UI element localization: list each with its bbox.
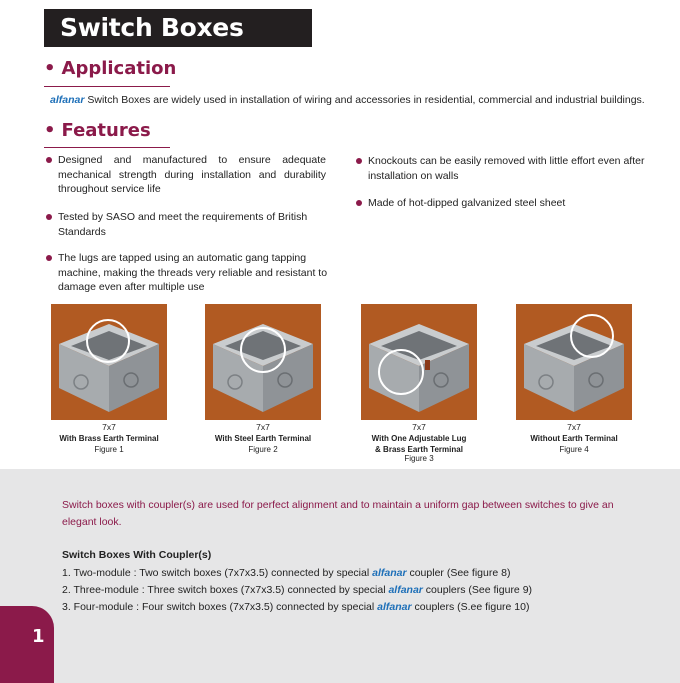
coupler-item: 1. Two-module : Two switch boxes (7x7x3.5) connected by special alfanar coupler (See figure 8)	[62, 567, 511, 579]
page-title: Switch Boxes	[44, 9, 312, 47]
switch-box-illustration	[205, 304, 321, 420]
coupler-heading: Switch Boxes With Coupler(s)	[62, 549, 212, 561]
figure-caption-line2: & Brass Earth Terminal	[375, 445, 463, 454]
figure-label: Figure 3	[404, 454, 434, 463]
coupler-intro: Switch boxes with coupler(s) are used for perfect alignment and to maintain a uniform gap between switches to give an elegant look.	[62, 499, 614, 528]
bullet-icon	[46, 255, 52, 261]
bullet-icon	[46, 214, 52, 220]
feature-item: Made of hot-dipped galvanized steel sheet	[368, 196, 648, 211]
figure-label: Figure 2	[248, 445, 278, 454]
features-heading-label: Features	[61, 120, 151, 141]
figure-caption: With Brass Earth Terminal	[59, 434, 159, 443]
figure-size: 7x7	[412, 422, 426, 432]
features-heading	[44, 120, 151, 141]
brand-name: alfanar	[50, 94, 85, 106]
figure-2	[205, 304, 321, 455]
switch-box-illustration	[516, 304, 632, 420]
figure-caption: With One Adjustable Lug	[371, 434, 467, 443]
bullet-icon	[356, 158, 362, 164]
bullet-icon	[356, 200, 362, 206]
figure-3	[361, 304, 477, 464]
switch-box-photo	[361, 304, 477, 420]
application-heading-label: Application	[61, 58, 177, 79]
figure-caption: With Steel Earth Terminal	[214, 434, 312, 443]
switch-box-photo	[51, 304, 167, 420]
coupler-item: 2. Three-module : Three switch boxes (7x7x3.5) connected by special alfanar couplers (See figure 9)	[62, 584, 533, 596]
application-body: Switch Boxes are widely used in installation of wiring and accessories in residential, commercial and industrial buildings.	[84, 94, 645, 106]
section-divider	[44, 147, 170, 148]
figure-1	[51, 304, 167, 455]
bullet-icon: •	[44, 58, 56, 79]
bullet-icon	[46, 157, 52, 163]
page-number: 1	[32, 626, 45, 647]
figure-size: 7x7	[567, 422, 581, 432]
feature-item: Knockouts can be easily removed with little effort even after installation on walls	[368, 154, 648, 183]
switch-box-illustration	[361, 304, 477, 420]
switch-box-photo	[516, 304, 632, 420]
figure-size: 7x7	[102, 422, 116, 432]
brand-name: alfanar	[372, 567, 407, 579]
brand-name: alfanar	[388, 584, 423, 596]
application-text	[50, 94, 645, 106]
figure-4	[516, 304, 632, 455]
figure-caption: Without Earth Terminal	[530, 434, 618, 443]
figure-size: 7x7	[256, 422, 270, 432]
feature-item: The lugs are tapped using an automatic gang tapping machine, making the threads very reliable and resistant to damage even after multiple use	[58, 251, 328, 295]
feature-item: Tested by SASO and meet the requirements of British Standards	[58, 210, 326, 239]
feature-item: Designed and manufactured to ensure adequate mechanical strength during installation and durability throughout service life	[58, 153, 326, 197]
switch-box-photo	[205, 304, 321, 420]
brand-name: alfanar	[377, 601, 412, 613]
page-number-tab	[0, 606, 54, 683]
section-divider	[44, 86, 170, 87]
coupler-item: 3. Four-module : Four switch boxes (7x7x3.5) connected by special alfanar couplers (S.ee figure 10)	[62, 601, 530, 613]
switch-box-illustration	[51, 304, 167, 420]
bullet-icon: •	[44, 120, 56, 141]
application-heading	[44, 58, 176, 79]
figure-label: Figure 4	[559, 445, 589, 454]
figure-label: Figure 1	[94, 445, 124, 454]
